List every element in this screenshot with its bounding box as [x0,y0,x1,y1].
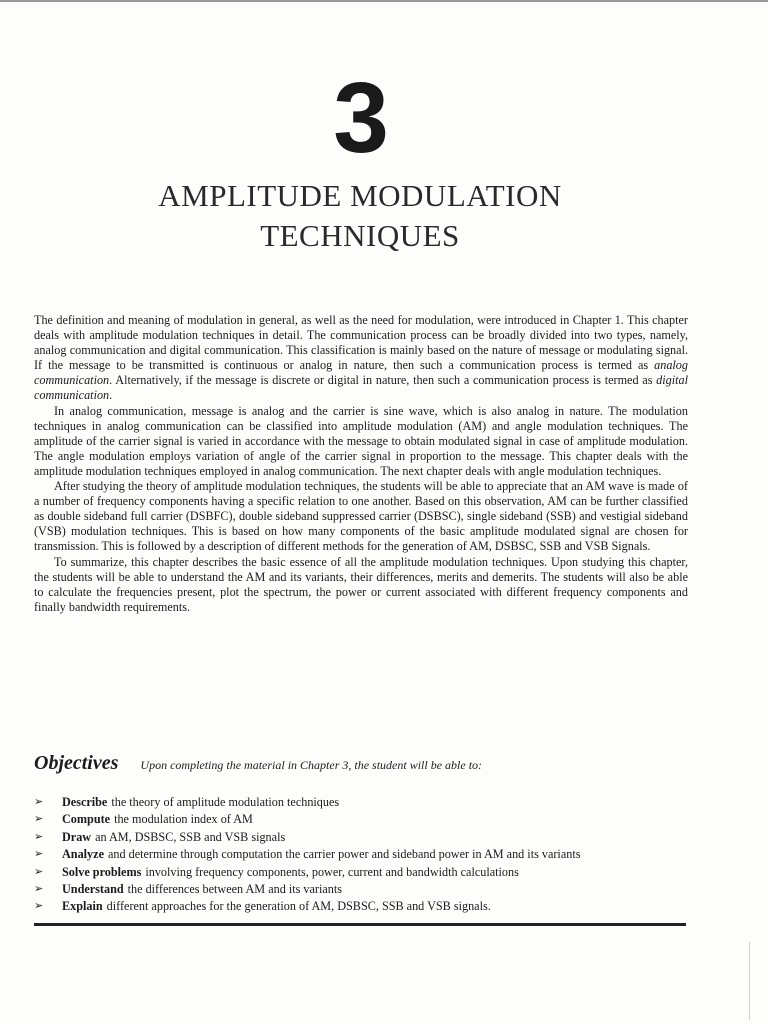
arrow-bullet-icon: ➢ [34,865,44,878]
objective-item [34,881,684,898]
emphasis-analog-communication: analog communication [34,358,688,388]
objective-text: and determine through computation the carrier power and sideband power in AM and its variants [107,847,581,862]
intro-paragraph-2: In analog communication, message is analog and the carrier is sine wave, which is also analog in nature. The modulation techniques in analog communication can be classified into amplitude modulation (AM) and angle modulation techniques. The amplitude of the carrier signal is varied in accordance with the message to obtain modulated signal in case of amplitude modulation. The angle modulation employs variation of angle of the carrier signal in proportion to the message. This chapter deals with the amplitude modulation techniques employed in analog communication. The next chapter deals with angle modulation techniques. [34,403,688,478]
objective-text: the modulation index of AM [114,812,253,827]
objective-verb: Solve problems [62,864,142,879]
objective-text: involving frequency components, power, current and bandwidth calculations [145,864,519,879]
intro-paragraph-3: After studying the theory of amplitude modulation techniques, the students will be able to appreciate that an AM wave is made of a number of frequency components having a specific relation to one another. Based on this observation, AM can be further classified as double sideband full carrier (DSBFC), double sideband suppressed carrier (DSBSC), single sideband (SSB) and vestigial sideband (VSB) modulation techniques. This is based on how many components of the basic amplitude modulated signal are chosen for transmission. This is followed by a description of different methods for the generation of AM, DSBSC, SSB and VSB Signals. [34,479,688,554]
objectives-list [34,794,684,916]
objective-item [34,898,684,915]
objective-text: the differences between AM and its variants [127,882,342,897]
top-border-rule [0,0,768,2]
objective-verb: Analyze [62,847,104,862]
chapter-introduction [34,313,688,615]
chapter-title-line-1: AMPLITUDE MODULATION [158,178,562,213]
objective-item [34,829,684,846]
arrow-bullet-icon: ➢ [34,813,44,826]
objectives-heading: Objectives [34,752,119,774]
intro-paragraph-4: To summarize, this chapter describes the basic essence of all the amplitude modulation techniques. Upon studying this chapter, the students will be able to understand the AM and its variants, their differences, merits and demerits. The students will also be able to calculate the frequencies present, plot the spectrum, the power or current associated with different frequency components and finally bandwidth requirements. [34,554,688,614]
chapter-number: 3 [333,62,389,174]
arrow-bullet-icon: ➢ [34,848,44,861]
objective-text: the theory of amplitude modulation techniques [111,795,340,809]
arrow-bullet-icon: ➢ [34,900,44,913]
paragraph-text: The definition and meaning of modulation in general, as well as the need for modulation, were introduced in Chapter 1. This chapter deals with amplitude modulation techniques in detail. The communication process can be broadly divided into two types, namely, analog communication and digital communication. This classification is mainly based on the nature of message or modulating signal. If the message to be transmitted is continuous or analog in nature, then such a communication process is termed as [34,313,688,373]
objective-item [34,811,684,828]
chapter-title [90,176,630,256]
objectives-intro: Upon completing the material in Chapter 3, the student will be able to: [140,758,483,772]
objective-verb: Compute [62,812,111,827]
arrow-bullet-icon: ➢ [34,796,44,808]
paragraph-text: . Alternatively, if the message is discrete or digital in nature, then such a communication process is termed as [109,373,657,388]
objective-text: an AM, DSBSC, SSB and VSB signals [95,829,286,844]
scan-edge-line [749,942,750,1020]
arrow-bullet-icon: ➢ [34,883,44,896]
arrow-bullet-icon: ➢ [34,830,44,843]
objectives-header [34,752,694,780]
paragraph-text: . [109,388,113,403]
objectives-bottom-rule [34,923,686,926]
objective-verb: Understand [62,882,124,897]
objective-verb: Explain [62,899,103,914]
objective-item [34,794,684,811]
objective-item [34,846,684,863]
chapter-title-line-2: TECHNIQUES [260,218,460,253]
objective-verb: Describe [62,795,108,809]
objective-verb: Draw [62,829,92,844]
emphasis-digital-communication: digital communication [34,373,688,403]
objective-text: different approaches for the generation of AM, DSBSC, SSB and VSB signals. [106,899,491,914]
intro-paragraph-1 [34,313,688,404]
objective-item [34,864,684,881]
